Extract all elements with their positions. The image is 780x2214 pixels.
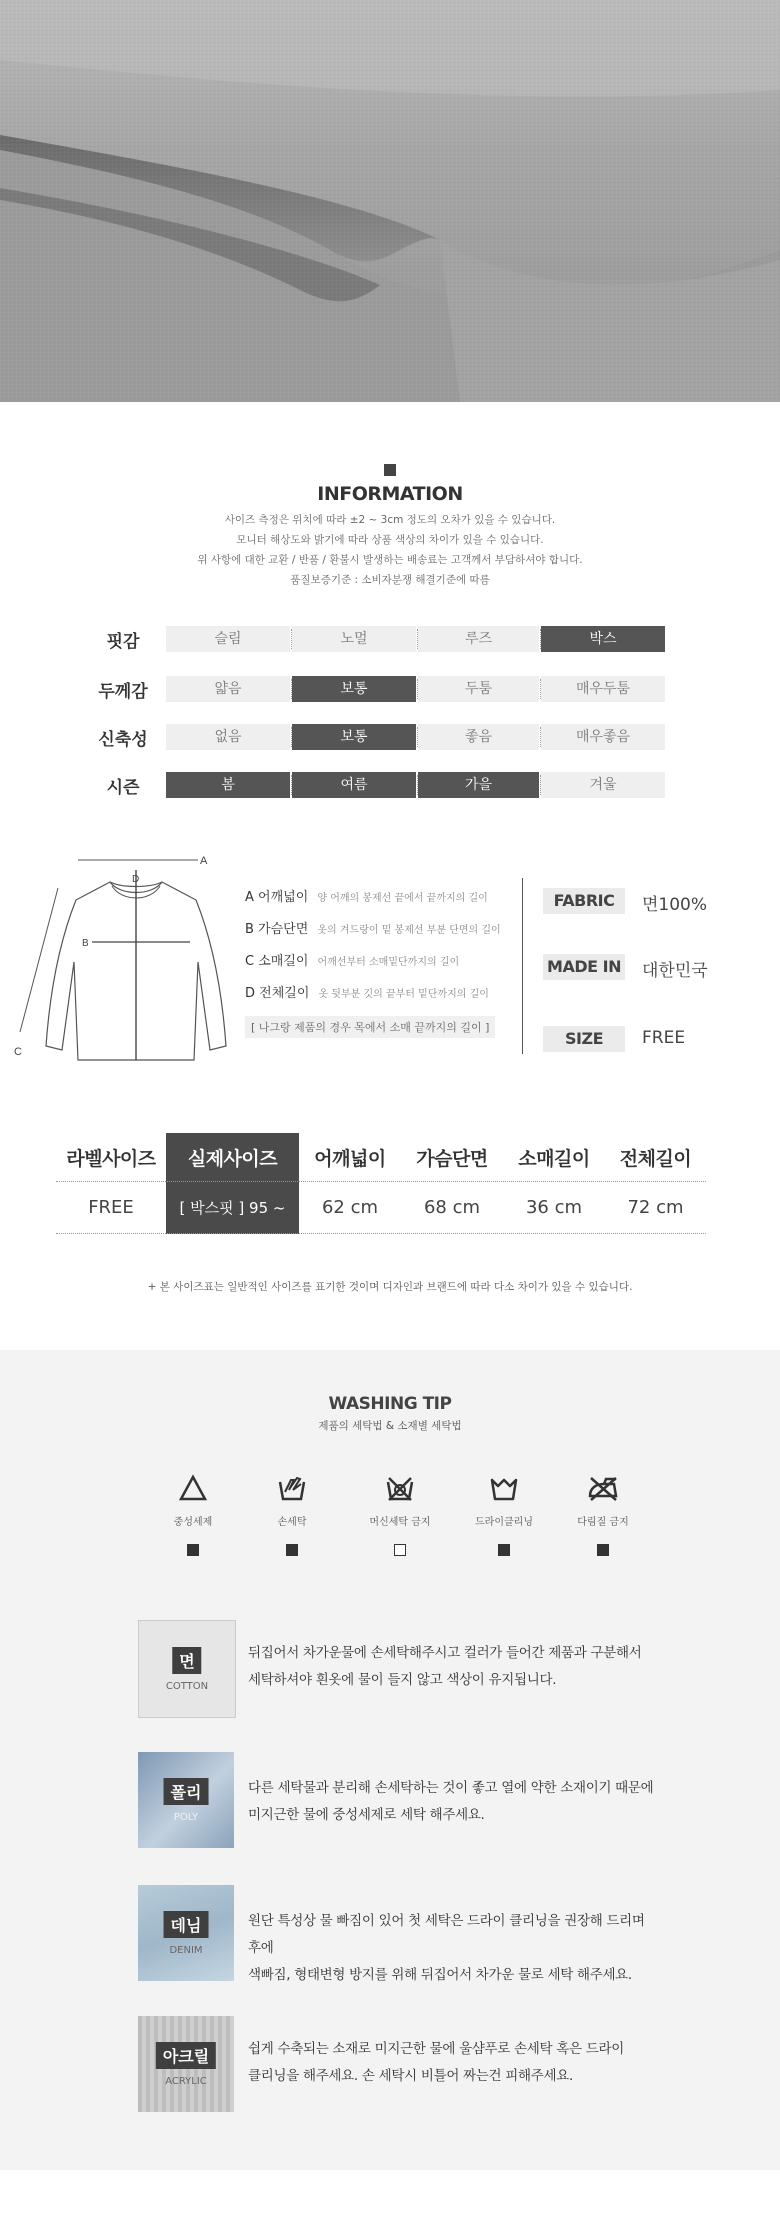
rating-option: 노멀 bbox=[292, 626, 416, 652]
table-divider bbox=[56, 1233, 706, 1234]
td-actual-size: [ 박스핏 ] 95 ~ 100 bbox=[179, 1199, 286, 1261]
no-machine-wash-icon bbox=[370, 1474, 430, 1506]
measurement-diagram bbox=[0, 850, 240, 1070]
rating-option: 두툼 bbox=[418, 676, 539, 702]
hero-fabric-image bbox=[0, 0, 780, 402]
th-shoulder: 어깨넓이 bbox=[314, 1148, 386, 1170]
th-actual-size: 실제사이즈 bbox=[187, 1148, 278, 1170]
td-total: 72 cm bbox=[627, 1197, 684, 1218]
wash-check-on bbox=[187, 1544, 199, 1556]
washing-subtitle: 제품의 세탁법 & 소재별 세탁법 bbox=[318, 1420, 462, 1432]
rating-option: 루즈 bbox=[418, 626, 539, 652]
fabric-name: 폴리 bbox=[164, 1778, 209, 1805]
rating-option-selected: 봄 bbox=[166, 772, 290, 798]
fabric-sub: COTTON bbox=[165, 1681, 209, 1692]
tip-line: 색빠짐, 형태변형 방지를 위해 뒤집어서 차가운 물로 세탁 해주세요. bbox=[248, 1967, 632, 1983]
td-sleeve: 36 cm bbox=[525, 1197, 583, 1218]
rating-separator bbox=[291, 629, 292, 649]
rating-separator bbox=[540, 727, 541, 747]
diagram-letter-c: C bbox=[14, 1046, 22, 1058]
rating-label: 핏감 bbox=[106, 632, 140, 652]
diagram-letter-a: A bbox=[200, 855, 208, 867]
td-shoulder: 62 cm bbox=[321, 1197, 379, 1218]
wash-label: 머신세탁 금지 bbox=[369, 1517, 431, 1528]
td-label-size: FREE bbox=[88, 1197, 134, 1218]
rating-label: 시즌 bbox=[106, 778, 140, 798]
th-label-size: 라벨사이즈 bbox=[66, 1148, 156, 1170]
rating-label: 신축성 bbox=[98, 730, 148, 750]
def-key: D 전체길이 bbox=[245, 986, 310, 1001]
def-row bbox=[245, 886, 515, 918]
def-desc: 옷 뒷부분 깃의 끝부터 밑단까지의 길이 bbox=[318, 989, 489, 1000]
note-line: 사이즈 측정은 위치에 따라 ±2 ~ 3cm 정도의 오차가 있을 수 있습니다. bbox=[224, 514, 556, 526]
diagram-letter-b: B bbox=[82, 938, 89, 949]
rating-option-selected: 가을 bbox=[418, 772, 539, 798]
raglan-note: [ 나그랑 제품의 경우 목에서 소매 끝까지의 길이 ] bbox=[245, 1016, 495, 1038]
wash-check-on bbox=[597, 1544, 609, 1556]
rating-option: 얇음 bbox=[166, 676, 290, 702]
spec-madein-label: MADE IN bbox=[543, 954, 625, 980]
rating-option: 매우두툼 bbox=[541, 676, 665, 702]
wash-check-on bbox=[498, 1544, 510, 1556]
tip-line: 원단 특성상 물 빠짐이 있어 첫 세탁은 드라이 클리닝을 권장해 드리며 후에 bbox=[248, 1913, 645, 1956]
rating-option-selected: 박스 bbox=[541, 626, 665, 652]
fabric-tip-acrylic bbox=[248, 2036, 658, 2090]
size-footnote: + 본 사이즈표는 일반적인 사이즈를 표기한 것이며 디자인과 브랜드에 따라 다소 차이가 있을 수 있습니다. bbox=[147, 1281, 633, 1293]
note-line: 품질보증기준 : 소비자분쟁 해결기준에 따름 bbox=[290, 574, 490, 586]
fabric-name: 데님 bbox=[164, 1911, 209, 1938]
spec-size-value: FREE bbox=[642, 1028, 686, 1048]
rating-option-selected: 보통 bbox=[292, 676, 416, 702]
tip-line: 세탁하셔야 흰옷에 물이 들지 않고 색상이 유지됩니다. bbox=[248, 1672, 557, 1688]
fabric-name: 면 bbox=[172, 1647, 201, 1674]
triangle-icon bbox=[163, 1474, 223, 1506]
diagram-letter-d: D bbox=[132, 874, 140, 885]
def-desc: 양 어깨의 봉제선 끝에서 끝까지의 길이 bbox=[317, 893, 488, 904]
rating-option: 좋음 bbox=[418, 724, 539, 750]
rating-option-selected: 보통 bbox=[292, 724, 416, 750]
rating-separator bbox=[291, 727, 292, 747]
fabric-name: 아크릴 bbox=[156, 2042, 216, 2069]
spec-size-label: SIZE bbox=[543, 1026, 625, 1052]
note-line: 위 사항에 대한 교환 / 반품 / 환불시 발생하는 배송료는 고객께서 부담하셔야 합니다. bbox=[197, 554, 583, 566]
spec-fabric-label: FABRIC bbox=[543, 888, 625, 914]
fabric-tip-poly bbox=[248, 1775, 658, 1829]
def-desc: 옷의 겨드랑이 밑 봉제선 부분 단면의 길이 bbox=[317, 925, 501, 936]
rating-separator bbox=[540, 775, 541, 795]
section-marker bbox=[384, 464, 396, 476]
def-key: A 어깨넓이 bbox=[245, 890, 309, 905]
fabric-sub: ACRYLIC bbox=[165, 2076, 207, 2087]
poly-swatch bbox=[138, 1752, 234, 1848]
tip-line: 미지근한 물에 중성세제로 세탁 해주세요. bbox=[248, 1807, 485, 1823]
wash-label: 드라이클리닝 bbox=[475, 1517, 533, 1528]
hand-wash-icon bbox=[262, 1474, 322, 1506]
rating-option: 없음 bbox=[166, 724, 290, 750]
rating-separator bbox=[291, 775, 292, 795]
rating-option: 매우좋음 bbox=[541, 724, 665, 750]
size-table-row bbox=[56, 1186, 706, 1261]
wash-check-on bbox=[286, 1544, 298, 1556]
tip-line: 쉽게 수축되는 소재로 미지근한 물에 울샴푸로 손세탁 혹은 드라이 bbox=[248, 2041, 624, 2057]
wash-label: 손세탁 bbox=[277, 1517, 307, 1528]
def-key: C 소매길이 bbox=[245, 954, 309, 969]
rating-separator bbox=[540, 629, 541, 649]
def-row bbox=[245, 918, 515, 950]
rating-option-selected: 여름 bbox=[292, 772, 416, 798]
dry-clean-icon bbox=[474, 1474, 534, 1506]
th-chest: 가슴단면 bbox=[416, 1148, 488, 1170]
wash-label: 다림질 금지 bbox=[577, 1517, 629, 1528]
rating-option: 겨울 bbox=[541, 772, 665, 798]
wash-check-off bbox=[394, 1544, 406, 1556]
tip-line: 다른 세탁물과 분리해 손세탁하는 것이 좋고 열에 약한 소재이기 때문에 bbox=[248, 1780, 654, 1796]
washing-title: WASHING TIP bbox=[328, 1394, 452, 1414]
tip-line: 클리닝을 해주세요. 손 세탁시 비틀어 짜는건 피해주세요. bbox=[248, 2068, 573, 2084]
th-total: 전체길이 bbox=[619, 1148, 692, 1170]
rating-option: 슬림 bbox=[166, 626, 290, 652]
rating-separator bbox=[417, 775, 418, 795]
spec-fabric-value: 면100% bbox=[642, 895, 708, 915]
def-key: B 가슴단면 bbox=[245, 922, 309, 937]
rating-separator bbox=[540, 679, 541, 699]
note-line: 모니터 해상도와 밝기에 따라 상품 색상의 차이가 있을 수 있습니다. bbox=[236, 534, 544, 546]
fabric-sub: DENIM bbox=[169, 1945, 203, 1956]
acrylic-swatch bbox=[138, 2016, 234, 2112]
divider bbox=[522, 878, 523, 1054]
th-sleeve: 소매길이 bbox=[518, 1148, 590, 1170]
def-row bbox=[245, 982, 515, 1014]
information-title: INFORMATION bbox=[317, 483, 463, 505]
rating-separator bbox=[417, 727, 418, 747]
size-table-header bbox=[56, 1137, 706, 1181]
wash-label: 중성세제 bbox=[173, 1517, 213, 1528]
fabric-sub: POLY bbox=[173, 1812, 199, 1823]
fabric-tip-cotton bbox=[248, 1640, 658, 1694]
fabric-tip-denim bbox=[248, 1908, 658, 1989]
denim-swatch bbox=[138, 1885, 234, 1981]
rating-separator bbox=[417, 629, 418, 649]
rating-separator bbox=[417, 679, 418, 699]
rating-separator bbox=[291, 679, 292, 699]
information-notes bbox=[0, 510, 780, 590]
measurement-definitions bbox=[245, 886, 515, 1038]
rating-label: 두께감 bbox=[98, 682, 148, 702]
def-row bbox=[245, 950, 515, 982]
cotton-swatch bbox=[138, 1620, 236, 1718]
tip-line: 뒤집어서 차가운물에 손세탁해주시고 컬러가 들어간 제품과 구분해서 bbox=[248, 1645, 642, 1661]
td-chest: 68 cm bbox=[423, 1197, 481, 1218]
no-iron-icon bbox=[573, 1474, 633, 1506]
def-desc: 어깨선부터 소매밑단까지의 길이 bbox=[317, 957, 460, 968]
spec-madein-value: 대한민국 bbox=[642, 961, 708, 981]
table-divider bbox=[56, 1181, 706, 1182]
